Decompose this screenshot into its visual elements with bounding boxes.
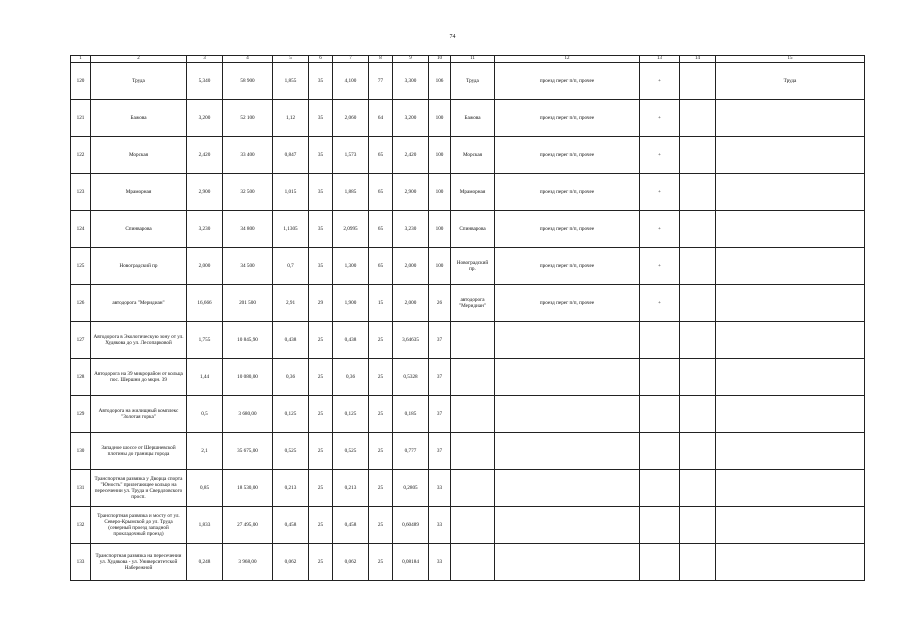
table-cell-c7: 2,060 xyxy=(333,100,369,137)
table-cell-c13 xyxy=(640,396,680,433)
table-cell-c7: 1,573 xyxy=(333,137,369,174)
table-cell-c5: 0,36 xyxy=(273,359,309,396)
table-row xyxy=(71,174,865,211)
table-cell-c15 xyxy=(716,137,865,174)
table-cell-c1: 125 xyxy=(71,248,91,285)
table-cell-c9: 0,60489 xyxy=(393,507,429,544)
table-cell-c5: 1,12 xyxy=(273,100,309,137)
table-cell-c7: 0,438 xyxy=(333,322,369,359)
table-cell-c4: 3 680,00 xyxy=(223,396,273,433)
table-cell-c3: 0,248 xyxy=(187,544,223,581)
table-cell-c4: 32 500 xyxy=(223,174,273,211)
table-row xyxy=(71,100,865,137)
table-cell-c1: 123 xyxy=(71,174,91,211)
table-row xyxy=(71,211,865,248)
column-number-cell: 11 xyxy=(451,56,495,63)
table-cell-c3: 2,900 xyxy=(187,174,223,211)
table-cell-c13 xyxy=(640,544,680,581)
table-cell-c3: 2,000 xyxy=(187,248,223,285)
table-cell-c3: 5,340 xyxy=(187,63,223,100)
table-cell-c14 xyxy=(680,433,716,470)
table-cell-c8: 25 xyxy=(369,433,393,470)
table-cell-c8: 25 xyxy=(369,544,393,581)
table-cell-c15 xyxy=(716,396,865,433)
table-cell-c7: 0,458 xyxy=(333,507,369,544)
table-cell-c6: 25 xyxy=(309,507,333,544)
table-cell-c3: 3,200 xyxy=(187,100,223,137)
table-cell-c14 xyxy=(680,63,716,100)
table-row xyxy=(71,322,865,359)
table-cell-c1: 121 xyxy=(71,100,91,137)
table-cell-c8: 25 xyxy=(369,470,393,507)
table-cell-c2: Автодорога в Экологическую зону от ул. Худякова до ул. Лесопарковой xyxy=(91,322,187,359)
table-cell-c1: 124 xyxy=(71,211,91,248)
table-cell-c7: 2,0995 xyxy=(333,211,369,248)
table-cell-c2: Транспортная развязка у Дворца спорта "Юность" прилегающее кольцо на пересечении ул. Труда и Свердловского просп. xyxy=(91,470,187,507)
table-cell-c9: 3,200 xyxy=(393,100,429,137)
table-cell-c13: + xyxy=(640,137,680,174)
table-cell-c8: 77 xyxy=(369,63,393,100)
table-cell-c11 xyxy=(451,470,495,507)
table-cell-c10: 100 xyxy=(429,248,451,285)
table-cell-c10: 33 xyxy=(429,544,451,581)
table-cell-c5: 0,525 xyxy=(273,433,309,470)
table-cell-c7: 4,100 xyxy=(333,63,369,100)
table-cell-c13: + xyxy=(640,285,680,322)
table-cell-c2: Автодорога на 39 микрорайон от кольца пос. Шершни до мкрн. 39 xyxy=(91,359,187,396)
column-number-cell: 4 xyxy=(223,56,273,63)
table-cell-c5: 0,847 xyxy=(273,137,309,174)
table-cell-c12 xyxy=(495,322,640,359)
table-cell-c14 xyxy=(680,470,716,507)
table-cell-c13 xyxy=(640,507,680,544)
table-row xyxy=(71,433,865,470)
table-cell-c2: автодорога "Меридиан" xyxy=(91,285,187,322)
table-cell-c9: 2,900 xyxy=(393,174,429,211)
table-cell-c8: 65 xyxy=(369,137,393,174)
table-cell-c10: 106 xyxy=(429,63,451,100)
table-cell-c5: 1,855 xyxy=(273,63,309,100)
table-cell-c13: + xyxy=(640,211,680,248)
table-cell-c4: 10 080,00 xyxy=(223,359,273,396)
table-cell-c2: Спинварова xyxy=(91,211,187,248)
table-cell-c5: 0,458 xyxy=(273,507,309,544)
table-cell-c3: 0,5 xyxy=(187,396,223,433)
column-number-cell: 8 xyxy=(369,56,393,63)
table-cell-c15: Труда xyxy=(716,63,865,100)
table-cell-c2: Новоградский пр xyxy=(91,248,187,285)
table-cell-c9: 0,2805 xyxy=(393,470,429,507)
column-number-cell: 13 xyxy=(640,56,680,63)
table-cell-c4: 10 845,90 xyxy=(223,322,273,359)
table-cell-c11 xyxy=(451,507,495,544)
table-cell-c12 xyxy=(495,396,640,433)
table-cell-c9: 3,300 xyxy=(393,63,429,100)
table-cell-c1: 126 xyxy=(71,285,91,322)
table-cell-c14 xyxy=(680,322,716,359)
table-cell-c10: 100 xyxy=(429,174,451,211)
table-cell-c8: 25 xyxy=(369,507,393,544)
table-cell-c14 xyxy=(680,137,716,174)
table-cell-c10: 37 xyxy=(429,433,451,470)
table-cell-c4: 34 500 xyxy=(223,248,273,285)
table-cell-c14 xyxy=(680,174,716,211)
table-cell-c8: 65 xyxy=(369,174,393,211)
table-cell-c5: 0,7 xyxy=(273,248,309,285)
table-cell-c4: 33 400 xyxy=(223,137,273,174)
column-number-cell: 14 xyxy=(680,56,716,63)
table-cell-c2: Мраморная xyxy=(91,174,187,211)
table-cell-c7: 0,525 xyxy=(333,433,369,470)
column-number-cell: 3 xyxy=(187,56,223,63)
table-cell-c8: 65 xyxy=(369,248,393,285)
table-cell-c15 xyxy=(716,359,865,396)
table-cell-c12 xyxy=(495,544,640,581)
table-cell-c4: 27 495,00 xyxy=(223,507,273,544)
table-cell-c6: 29 xyxy=(309,285,333,322)
table-cell-c7: 1,885 xyxy=(333,174,369,211)
table-cell-c11 xyxy=(451,359,495,396)
table-cell-c8: 25 xyxy=(369,396,393,433)
table-cell-c9: 0,777 xyxy=(393,433,429,470)
column-number-cell: 1 xyxy=(71,56,91,63)
page-number: 74 xyxy=(449,34,456,40)
table-cell-c10: 37 xyxy=(429,359,451,396)
table-cell-c15 xyxy=(716,100,865,137)
table-cell-c11: Новоградский пр. xyxy=(451,248,495,285)
table-cell-c4: 18 530,00 xyxy=(223,470,273,507)
table-cell-c6: 35 xyxy=(309,63,333,100)
table-cell-c13: + xyxy=(640,100,680,137)
table-cell-c7: 0,213 xyxy=(333,470,369,507)
table-cell-c11: автодорога "Меридиан" xyxy=(451,285,495,322)
table-cell-c10: 33 xyxy=(429,470,451,507)
table-row xyxy=(71,63,865,100)
table-cell-c2: Автодорога на жилищный комплекс "Золотая горка" xyxy=(91,396,187,433)
column-number-cell: 5 xyxy=(273,56,309,63)
table-cell-c8: 15 xyxy=(369,285,393,322)
table-cell-c1: 128 xyxy=(71,359,91,396)
table-cell-c1: 122 xyxy=(71,137,91,174)
road-data-table xyxy=(70,55,865,581)
table-cell-c2: Транспортная развязка на пересечении ул. Худякова - ул. Университетской Набережной xyxy=(91,544,187,581)
column-number-cell: 6 xyxy=(309,56,333,63)
table-cell-c15 xyxy=(716,211,865,248)
table-cell-c5: 0,062 xyxy=(273,544,309,581)
table-cell-c13: + xyxy=(640,174,680,211)
table-cell-c5: 0,213 xyxy=(273,470,309,507)
column-number-cell: 12 xyxy=(495,56,640,63)
table-cell-c15 xyxy=(716,507,865,544)
table-cell-c5: 1,1305 xyxy=(273,211,309,248)
table-cell-c4: 58 900 xyxy=(223,63,273,100)
table-cell-c13: + xyxy=(640,248,680,285)
table-cell-c12: проезд перег п/п, прочее xyxy=(495,137,640,174)
table-cell-c6: 35 xyxy=(309,137,333,174)
table-row xyxy=(71,359,865,396)
table-cell-c8: 25 xyxy=(369,322,393,359)
table-cell-c15 xyxy=(716,174,865,211)
table-cell-c6: 35 xyxy=(309,248,333,285)
table-cell-c1: 120 xyxy=(71,63,91,100)
table-cell-c5: 2,91 xyxy=(273,285,309,322)
table-cell-c12 xyxy=(495,507,640,544)
table-cell-c3: 3,230 xyxy=(187,211,223,248)
table-cell-c10: 33 xyxy=(429,507,451,544)
table-cell-c11: Морская xyxy=(451,137,495,174)
table-cell-c2: Труда xyxy=(91,63,187,100)
table-cell-c14 xyxy=(680,211,716,248)
table-cell-c8: 64 xyxy=(369,100,393,137)
table-cell-c12: проезд перег п/п, прочее xyxy=(495,285,640,322)
table-cell-c14 xyxy=(680,507,716,544)
table-cell-c14 xyxy=(680,100,716,137)
table-cell-c9: 0,5328 xyxy=(393,359,429,396)
table-cell-c4: 3 968,00 xyxy=(223,544,273,581)
table-cell-c6: 35 xyxy=(309,211,333,248)
table-cell-c10: 37 xyxy=(429,322,451,359)
table-cell-c12: проезд перег п/п, прочее xyxy=(495,248,640,285)
table-cell-c15 xyxy=(716,544,865,581)
table-cell-c10: 26 xyxy=(429,285,451,322)
table-row xyxy=(71,470,865,507)
table-cell-c11: Бажова xyxy=(451,100,495,137)
table-cell-c5: 1,015 xyxy=(273,174,309,211)
table-cell-c6: 25 xyxy=(309,470,333,507)
table-cell-c7: 1,900 xyxy=(333,285,369,322)
table-cell-c7: 0,125 xyxy=(333,396,369,433)
table-cell-c11: Труда xyxy=(451,63,495,100)
table-cell-c1: 130 xyxy=(71,433,91,470)
table-cell-c6: 25 xyxy=(309,359,333,396)
table-row xyxy=(71,396,865,433)
table-cell-c6: 35 xyxy=(309,100,333,137)
table-cell-c2: Транспортная развязка и мосту от ул. Северо-Крымской до ул. Труда (северный проезд западной прокладочный проезд) xyxy=(91,507,187,544)
table-cell-c8: 65 xyxy=(369,211,393,248)
table-cell-c13 xyxy=(640,470,680,507)
table-cell-c3: 1,755 xyxy=(187,322,223,359)
table-cell-c15 xyxy=(716,248,865,285)
table-cell-c11 xyxy=(451,433,495,470)
table-cell-c6: 25 xyxy=(309,433,333,470)
table-cell-c7: 1,300 xyxy=(333,248,369,285)
table-cell-c1: 133 xyxy=(71,544,91,581)
table-cell-c3: 2,1 xyxy=(187,433,223,470)
table-cell-c12: проезд перег п/п, прочее xyxy=(495,211,640,248)
table-cell-c12 xyxy=(495,359,640,396)
table-cell-c12 xyxy=(495,470,640,507)
table-cell-c9: 3,64635 xyxy=(393,322,429,359)
table-cell-c3: 1,44 xyxy=(187,359,223,396)
table-cell-c12: проезд перег п/п, прочее xyxy=(495,100,640,137)
table-cell-c11 xyxy=(451,322,495,359)
table-cell-c14 xyxy=(680,248,716,285)
table-cell-c11: Мраморная xyxy=(451,174,495,211)
table-cell-c14 xyxy=(680,359,716,396)
table-row xyxy=(71,285,865,322)
table-cell-c1: 129 xyxy=(71,396,91,433)
table-cell-c1: 127 xyxy=(71,322,91,359)
table-cell-c7: 0,36 xyxy=(333,359,369,396)
table-cell-c11: Спинварова xyxy=(451,211,495,248)
column-number-cell: 15 xyxy=(716,56,865,63)
table-cell-c9: 3,230 xyxy=(393,211,429,248)
table-cell-c13 xyxy=(640,359,680,396)
table-cell-c13 xyxy=(640,322,680,359)
table-cell-c9: 2,000 xyxy=(393,285,429,322)
column-number-cell: 10 xyxy=(429,56,451,63)
table-cell-c11 xyxy=(451,544,495,581)
table-cell-c14 xyxy=(680,285,716,322)
table-cell-c14 xyxy=(680,396,716,433)
table-cell-c3: 2,420 xyxy=(187,137,223,174)
table-row xyxy=(71,248,865,285)
table-cell-c10: 100 xyxy=(429,100,451,137)
table-cell-c5: 0,438 xyxy=(273,322,309,359)
table-cell-c9: 0,08184 xyxy=(393,544,429,581)
table-cell-c8: 25 xyxy=(369,359,393,396)
table-cell-c1: 131 xyxy=(71,470,91,507)
table-cell-c15 xyxy=(716,322,865,359)
table-cell-c15 xyxy=(716,470,865,507)
table-cell-c4: 201 500 xyxy=(223,285,273,322)
table-row xyxy=(71,507,865,544)
table-cell-c2: Морская xyxy=(91,137,187,174)
table-cell-c15 xyxy=(716,285,865,322)
table-cell-c14 xyxy=(680,544,716,581)
table-cell-c4: 52 100 xyxy=(223,100,273,137)
table-cell-c10: 100 xyxy=(429,137,451,174)
table-cell-c3: 0,85 xyxy=(187,470,223,507)
table-cell-c6: 25 xyxy=(309,396,333,433)
table-cell-c4: 34 800 xyxy=(223,211,273,248)
table-cell-c5: 0,125 xyxy=(273,396,309,433)
table-cell-c3: 16,666 xyxy=(187,285,223,322)
column-number-cell: 9 xyxy=(393,56,429,63)
table-row xyxy=(71,544,865,581)
table-cell-c7: 0,062 xyxy=(333,544,369,581)
table-cell-c12: проезд перег п/п, прочее xyxy=(495,174,640,211)
table-cell-c9: 2,000 xyxy=(393,248,429,285)
table-cell-c9: 0,185 xyxy=(393,396,429,433)
table-cell-c6: 25 xyxy=(309,322,333,359)
table-cell-c4: 35 675,00 xyxy=(223,433,273,470)
table-cell-c10: 37 xyxy=(429,396,451,433)
table-cell-c6: 35 xyxy=(309,174,333,211)
table-cell-c2: Западное шоссе от Шершневской плотины до границы города xyxy=(91,433,187,470)
table-cell-c3: 1,833 xyxy=(187,507,223,544)
table-cell-c13: + xyxy=(640,63,680,100)
column-number-row xyxy=(71,56,865,63)
table-cell-c15 xyxy=(716,433,865,470)
table-cell-c12: проезд перег п/п, прочее xyxy=(495,63,640,100)
table-cell-c13 xyxy=(640,433,680,470)
table-cell-c1: 132 xyxy=(71,507,91,544)
table-cell-c9: 2,420 xyxy=(393,137,429,174)
table-cell-c12 xyxy=(495,433,640,470)
column-number-cell: 2 xyxy=(91,56,187,63)
table-cell-c11 xyxy=(451,396,495,433)
column-number-cell: 7 xyxy=(333,56,369,63)
table-cell-c6: 25 xyxy=(309,544,333,581)
table-row xyxy=(71,137,865,174)
table-cell-c10: 100 xyxy=(429,211,451,248)
table-cell-c2: Бажова xyxy=(91,100,187,137)
